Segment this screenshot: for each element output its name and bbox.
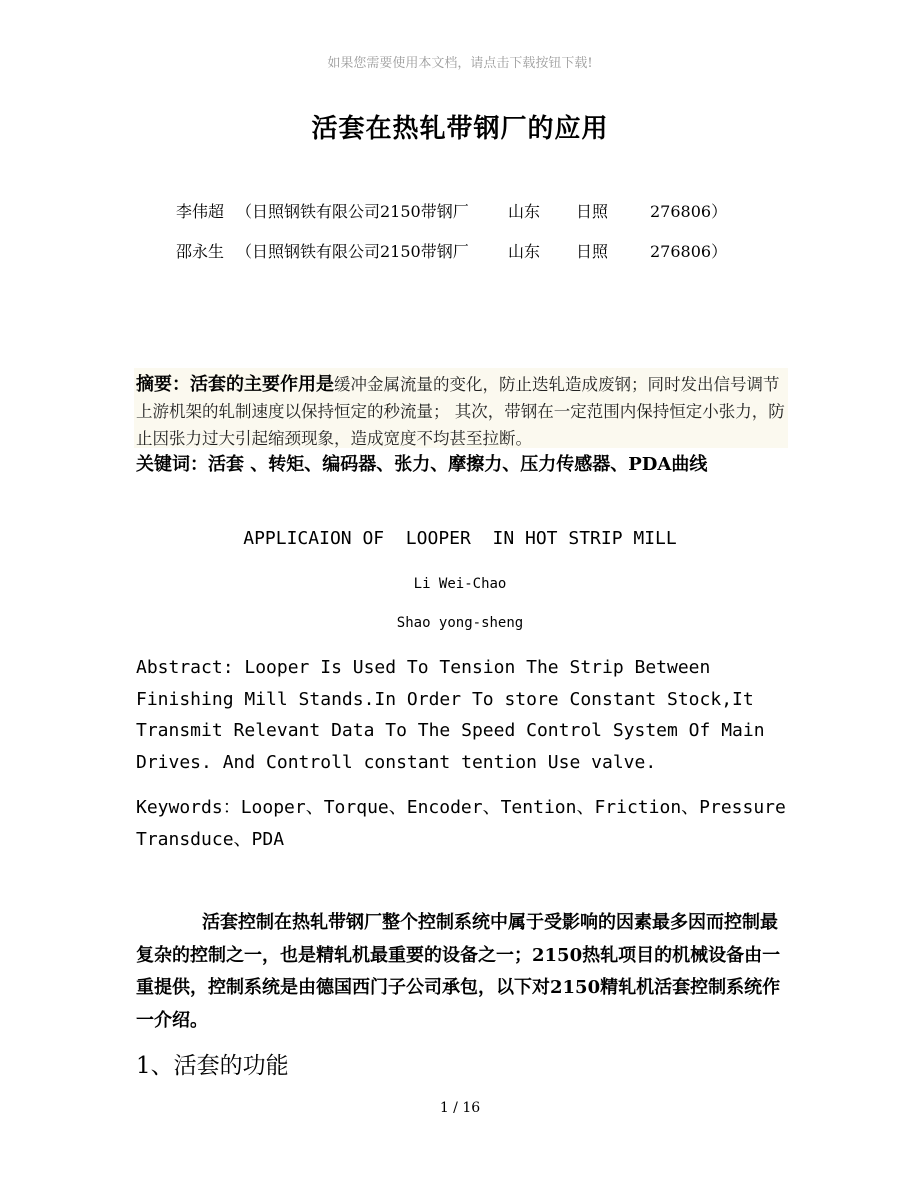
- author-postcode: 276806）: [650, 202, 728, 221]
- author-name: 李伟超: [176, 202, 225, 221]
- author-affiliation: （日照钢铁有限公司2150带钢厂: [236, 202, 469, 221]
- author-postcode: 276806）: [650, 242, 728, 261]
- abstract-text: 缓冲金属流量的变化，防止迭轧造成废钢；同时发出信号调节上游机架的轧制速度以保持恒定的秒流量； 其次，带钢在一定范围内保持恒定小张力，防止因张力过大引起缩颈现象，造成宽度不均甚至拉断。: [136, 375, 785, 448]
- english-title: APPLICAION OF LOOPER IN HOT STRIP MILL: [243, 528, 677, 549]
- keywords-chinese: 关键词：活套 、转矩、编码器、张力、摩擦力、压力传感器、PDA曲线: [136, 454, 708, 475]
- author-city: 日照: [576, 202, 609, 221]
- english-author-1: Li Wei-Chao: [413, 576, 507, 592]
- document-title: 活套在热轧带钢厂的应用: [311, 114, 609, 144]
- download-notice[interactable]: 如果您需要使用本文档，请点击下载按钮下载!: [327, 56, 593, 71]
- author-city: 日照: [576, 242, 609, 261]
- abstract-english: Abstract: Looper Is Used To Tension The Strip Between Finishing Mill Stands.In Order To store Constant Stock,It Transmit Relevant Data To The Speed Control System Of Main Drives. And Controll constant tention Use valve.: [136, 657, 765, 773]
- abstract-chinese: [136, 371, 792, 452]
- author-province: 山东: [508, 202, 541, 221]
- body-paragraph: 活套控制在热轧带钢厂整个控制系统中属于受影响的因素最多因而控制最复杂的控制之一，也是精轧机最重要的设备之一；2150热轧项目的机械设备由一重提供，控制系统是由德国西门子公司承包，以下对2150精轧机活套控制系统作一介绍。: [136, 912, 781, 1031]
- author-name: 邵永生: [176, 242, 225, 261]
- english-author-2: Shao yong-sheng: [396, 615, 524, 631]
- author-affiliation: （日照钢铁有限公司2150带钢厂: [236, 242, 469, 261]
- section-heading: 1、活套的功能: [136, 1053, 289, 1079]
- author-province: 山东: [508, 242, 541, 261]
- abstract-lead: 摘要：活套的主要作用是: [136, 374, 334, 395]
- page-number: 1 / 16: [439, 1100, 481, 1116]
- keywords-english: Keywords：Looper、Torque、Encoder、Tention、Friction、Pressure Transduce、PDA: [136, 797, 786, 850]
